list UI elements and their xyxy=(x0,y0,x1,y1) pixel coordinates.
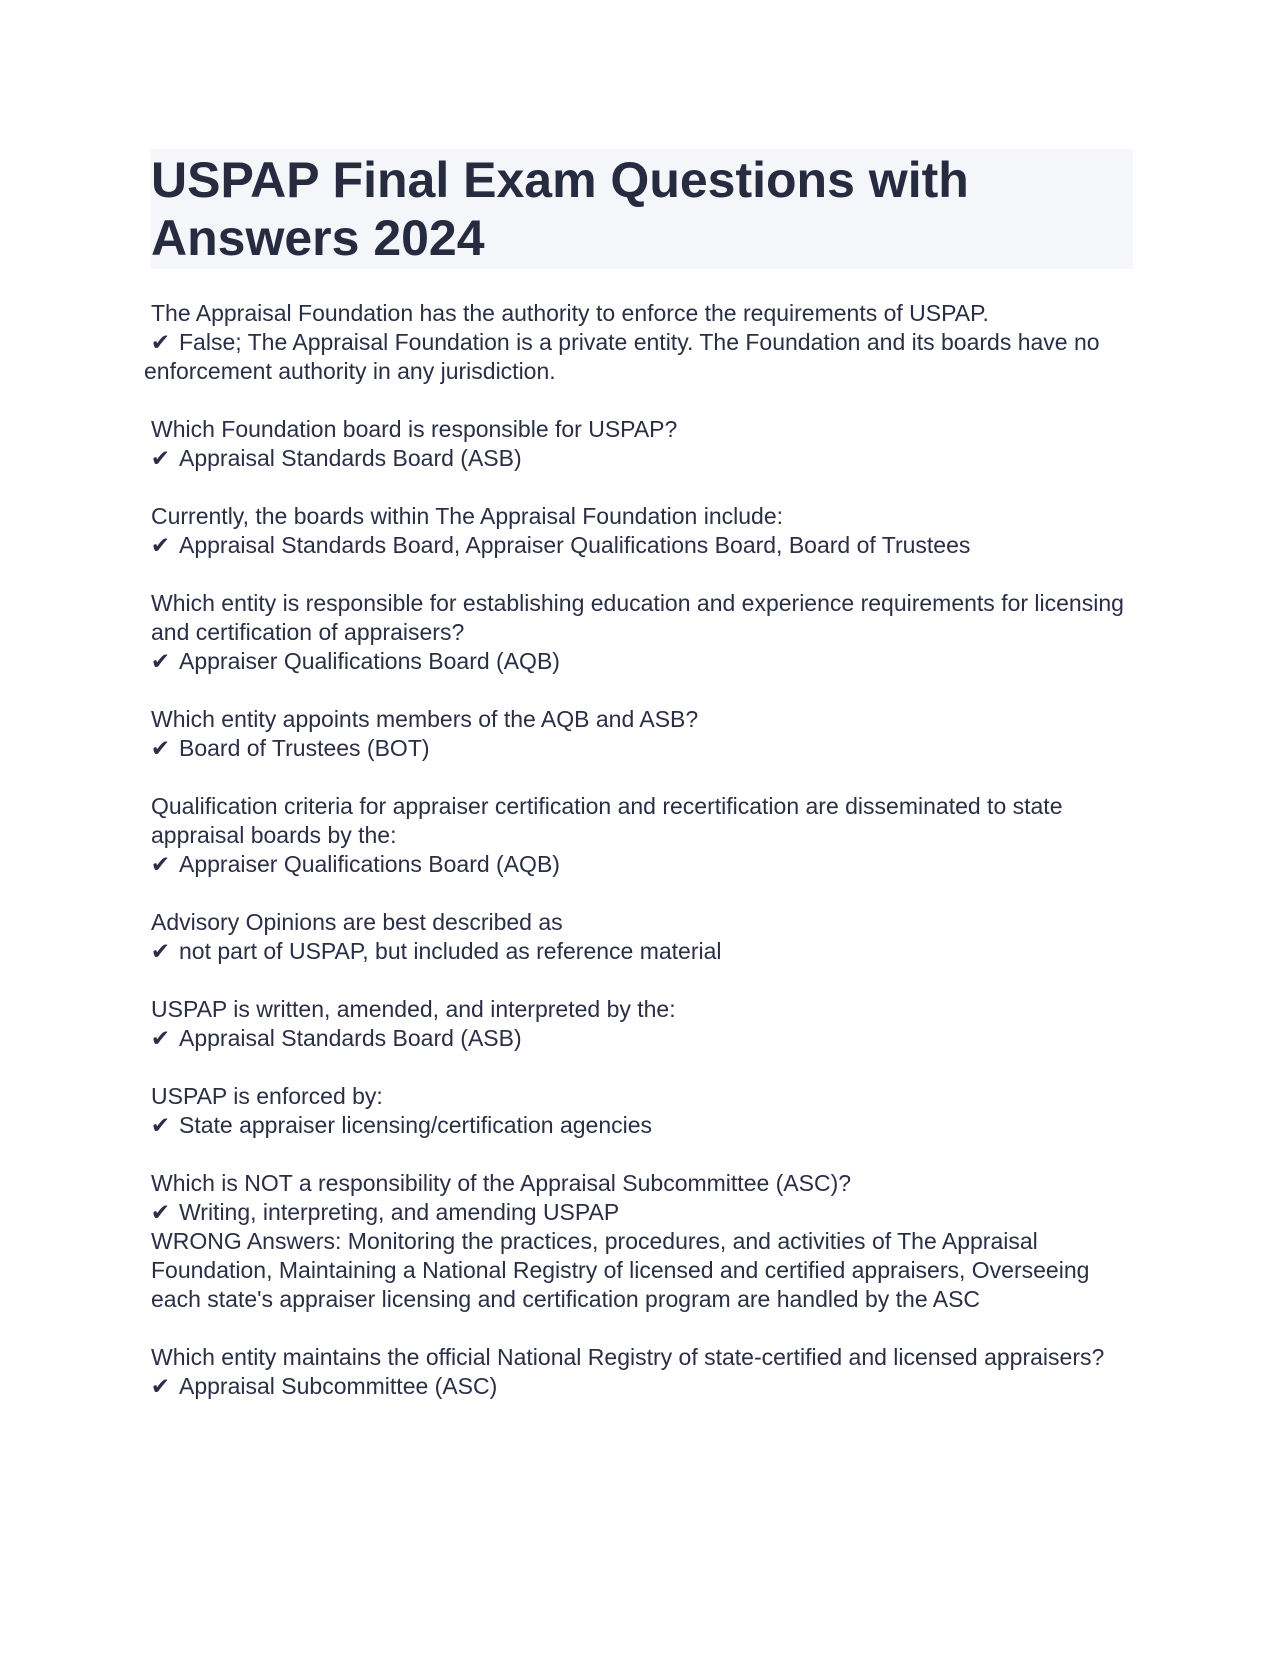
qa-item xyxy=(151,1343,1133,1401)
checkmark-icon: ✔ xyxy=(150,1199,170,1225)
answer-line xyxy=(144,1372,1133,1401)
answer-text: not part of USPAP, but included as reference material xyxy=(179,938,722,964)
checkmark-icon: ✔ xyxy=(150,329,170,355)
document-title: USPAP Final Exam Questions with Answers 2024 xyxy=(151,152,969,266)
question-text: Advisory Opinions are best described as xyxy=(151,909,563,935)
answer-text: Board of Trustees (BOT) xyxy=(179,735,430,761)
answer-text: Appraisal Standards Board (ASB) xyxy=(179,1025,522,1051)
qa-item xyxy=(151,1082,1133,1140)
question-text: USPAP is written, amended, and interpreted by the: xyxy=(151,996,676,1022)
checkmark-icon: ✔ xyxy=(150,851,170,877)
answer-text: Appraiser Qualifications Board (AQB) xyxy=(179,851,560,877)
answer-line xyxy=(144,1024,1133,1053)
answer-text: Appraisal Subcommittee (ASC) xyxy=(179,1373,498,1399)
answer-line xyxy=(144,850,1133,879)
question-text: Which entity is responsible for establishing education and experience requirements for licensing and certification of appraisers? xyxy=(151,590,1124,645)
checkmark-icon: ✔ xyxy=(150,445,170,471)
question-text: USPAP is enforced by: xyxy=(151,1083,383,1109)
answer-line xyxy=(144,444,1133,473)
answer-text: Appraisal Standards Board, Appraiser Qualifications Board, Board of Trustees xyxy=(179,532,971,558)
answer-text: Appraiser Qualifications Board (AQB) xyxy=(179,648,560,674)
checkmark-icon: ✔ xyxy=(150,1112,170,1138)
answer-text: False; The Appraisal Foundation is a private entity. The Foundation and its boards have no enforcement authority in any jurisdiction. xyxy=(144,329,1100,384)
qa-item xyxy=(151,502,1133,560)
qa-item xyxy=(151,995,1133,1053)
document-page xyxy=(144,149,1133,1430)
answer-line xyxy=(144,734,1133,763)
qa-item xyxy=(151,589,1133,676)
wrong-answers-note: WRONG Answers: Monitoring the practices, procedures, and activities of The Appraisal Foundation, Maintaining a National Registry of licensed and certified appraisers, Overseeing each state's appraiser licensing and certification program are handled by the ASC xyxy=(151,1228,1090,1312)
answer-text: Writing, interpreting, and amending USPAP xyxy=(179,1199,620,1225)
qa-item xyxy=(151,1169,1133,1314)
checkmark-icon: ✔ xyxy=(150,648,170,674)
checkmark-icon: ✔ xyxy=(150,735,170,761)
answer-text: State appraiser licensing/certification agencies xyxy=(179,1112,653,1138)
title-block xyxy=(151,149,1133,269)
question-text: The Appraisal Foundation has the authority to enforce the requirements of USPAP. xyxy=(151,300,989,326)
answer-line xyxy=(144,1198,1133,1227)
answer-line xyxy=(144,531,1133,560)
checkmark-icon: ✔ xyxy=(150,1373,170,1399)
qa-item xyxy=(144,299,1133,386)
question-text: Which entity maintains the official National Registry of state-certified and licensed appraisers? xyxy=(151,1344,1105,1370)
answer-text: Appraisal Standards Board (ASB) xyxy=(179,445,522,471)
checkmark-icon: ✔ xyxy=(150,938,170,964)
question-text: Which entity appoints members of the AQB and ASB? xyxy=(151,706,699,732)
qa-item xyxy=(151,415,1133,473)
qa-item xyxy=(151,705,1133,763)
answer-line xyxy=(144,647,1133,676)
answer-line xyxy=(144,1111,1133,1140)
answer-line xyxy=(144,328,1133,386)
question-text: Which is NOT a responsibility of the Appraisal Subcommittee (ASC)? xyxy=(151,1170,852,1196)
checkmark-icon: ✔ xyxy=(150,532,170,558)
question-text: Which Foundation board is responsible for USPAP? xyxy=(151,416,678,442)
question-text: Qualification criteria for appraiser certification and recertification are disseminated to state appraisal boards by the: xyxy=(151,793,1063,848)
qa-item xyxy=(151,792,1133,879)
answer-line xyxy=(144,937,1133,966)
checkmark-icon: ✔ xyxy=(150,1025,170,1051)
qa-list xyxy=(144,299,1133,1401)
qa-item xyxy=(151,908,1133,966)
question-text: Currently, the boards within The Appraisal Foundation include: xyxy=(151,503,784,529)
